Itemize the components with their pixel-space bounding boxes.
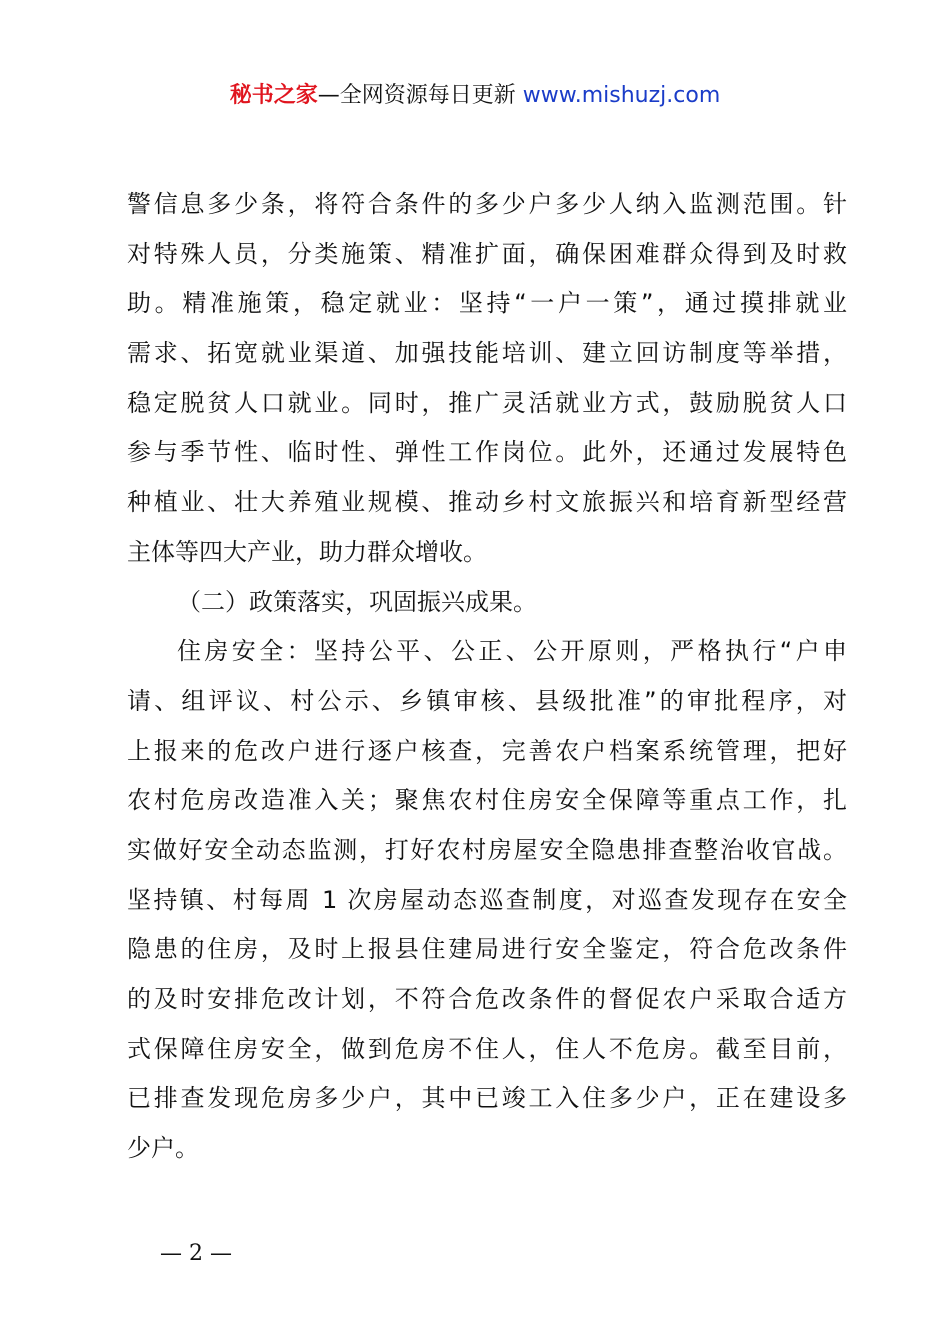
body-line: 上报来的危改户进行逐户核查，完善农户档案系统管理，把好 — [127, 736, 847, 765]
body-line: 坚持镇、村每周 1 次房屋动态巡查制度，对巡查发现存在安全 — [127, 885, 847, 914]
section-heading: （二）政策落实，巩固振兴成果。 — [177, 587, 537, 616]
body-line: 隐患的住房，及时上报县住建局进行安全鉴定，符合危改条件 — [127, 935, 847, 964]
body-line: 的及时安排危改计划，不符合危改条件的督促农户采取合适方 — [127, 985, 847, 1013]
page-number: — 2 — — [160, 1241, 232, 1266]
body-line: 式保障住房安全，做到危房不住人，住人不危房。截至目前， — [127, 1034, 847, 1063]
brand-name: 秘书之家 — [229, 83, 318, 108]
body-line: 住房安全：坚持公平、公正、公开原则，严格执行“户申 — [177, 637, 847, 666]
body-line: 少户。 — [127, 1134, 199, 1163]
body-line: 农村危房改造准入关；聚焦农村住房安全保障等重点工作，扎 — [127, 786, 847, 815]
body-line: 种植业、壮大养殖业规模、推动乡村文旅振兴和培育新型经营 — [127, 488, 847, 517]
body-line: 已排查发现危房多少户，其中已竣工入住多少户，正在建设多 — [127, 1084, 847, 1113]
body-line: 需求、拓宽就业渠道、加强技能培训、建立回访制度等举措， — [127, 339, 847, 368]
body-line: 稳定脱贫人口就业。同时，推广灵活就业方式，鼓励脱贫人口 — [127, 388, 847, 417]
site-header — [0, 78, 950, 114]
body-line: 实做好安全动态监测，打好农村房屋安全隐患排查整治收官战。 — [127, 835, 847, 864]
header-tagline: —全网资源每日更新 — [317, 83, 523, 108]
body-line: 助。精准施策，稳定就业：坚持“一户一策”，通过摸排就业 — [127, 289, 847, 318]
body-line: 对特殊人员，分类施策、精准扩面，确保困难群众得到及时救 — [127, 239, 847, 268]
site-url-link[interactable]: www.mishuzj.com — [522, 83, 721, 108]
body-line: 警信息多少条，将符合条件的多少户多少人纳入监测范围。针 — [127, 190, 847, 218]
document-body — [127, 180, 847, 1174]
body-line: 参与季节性、临时性、弹性工作岗位。此外，还通过发展特色 — [127, 438, 847, 467]
body-line: 主体等四大产业，助力群众增收。 — [127, 537, 487, 566]
body-line: 请、组评议、村公示、乡镇审核、县级批准”的审批程序，对 — [127, 686, 847, 715]
